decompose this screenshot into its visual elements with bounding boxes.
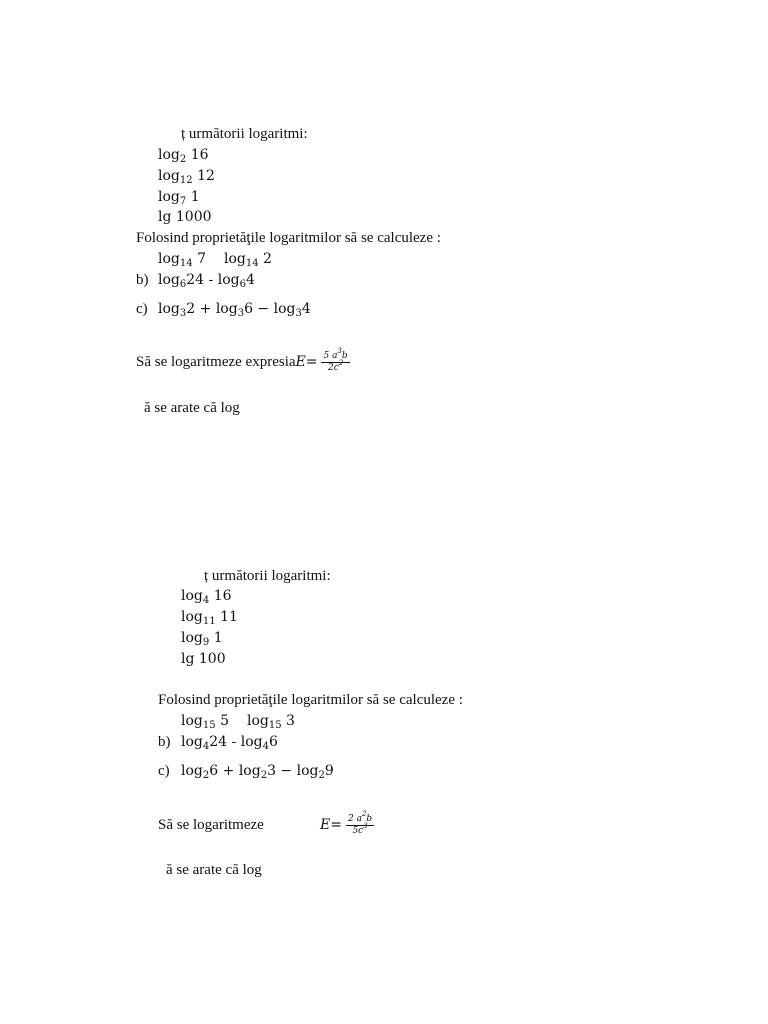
- exercise-1-header: ț următorii logaritmi:: [204, 568, 331, 584]
- show-that-text: ă se arate că log: [144, 400, 240, 416]
- exercise-a: $\log_{14} 7$ $\log_{14} 2$: [158, 251, 272, 269]
- expression-label: Să se logaritmeze: [158, 817, 264, 833]
- log-item: $\log_{11} 11$: [181, 609, 238, 627]
- show-that-text: ă se arate că log: [166, 862, 262, 878]
- log-item: $\log_{12} 12$: [158, 168, 215, 186]
- log-item: $\log_7 1$: [158, 189, 200, 207]
- exercise-c-label: c): [136, 301, 148, 317]
- exercise-b-label: b): [158, 734, 171, 750]
- exercise-b-label: b): [136, 272, 149, 288]
- exercise-b: $\log_624 - \log_64$: [158, 272, 255, 290]
- fraction: $\frac{5 a^3b}{2c^2}$: [323, 346, 348, 373]
- exercise-a: $\log_{15} 5$ $\log_{15} 3$: [181, 713, 295, 731]
- exercise-b: $\log_424 - \log_46$: [181, 734, 278, 752]
- exercise-c: $\log_32 + \log_36 - \log_34$: [158, 301, 311, 319]
- log-item: $\log_2 16$: [158, 147, 209, 165]
- log-item: $\log_4 16$: [181, 588, 232, 606]
- lg-item: lg 100: [181, 651, 226, 667]
- expression-line: Să se logaritmeze expresia E = $\frac{5 a^3b}{2c^2}$: [136, 346, 348, 373]
- lg-item: lg 1000: [158, 209, 212, 225]
- exercise-c-label: c): [158, 763, 170, 779]
- fraction: $\frac{2 a^2b}{5c^3}$: [347, 809, 373, 836]
- exercise-1-header: ț următorii logaritmi:: [181, 126, 308, 142]
- log-item: $\log_9 1$: [181, 630, 223, 648]
- expression-formula: E = $\frac{2 a^2b}{5c^3}$: [320, 809, 373, 836]
- properties-title: Folosind proprietăţile logaritmilor să se calculeze :: [136, 230, 441, 246]
- exercise-c: $\log_26 + \log_23 - \log_29$: [181, 763, 334, 781]
- properties-title: Folosind proprietăţile logaritmilor să se calculeze :: [158, 692, 463, 708]
